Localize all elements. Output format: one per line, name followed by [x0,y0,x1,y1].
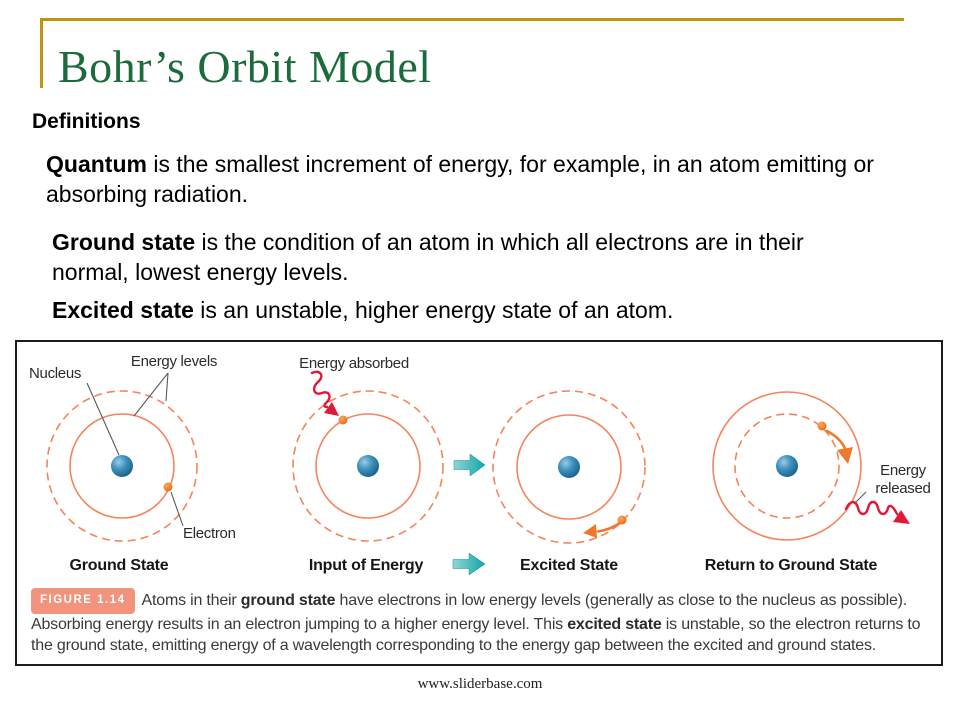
state-caption-ground: Ground State [69,557,169,574]
excited-state-diagram [493,391,645,574]
energy-absorbed-label: Energy absorbed [299,355,409,372]
definition-text-quantum: is the smallest increment of energy, for example, in an atom emitting or absorbing radiation. [46,151,874,207]
figure-caption [31,588,931,657]
energy-levels-label: Energy levels [130,353,218,370]
definition-quantum [46,149,920,209]
caption-bold-excited-state: excited state [567,615,662,633]
electron [818,422,827,431]
electron [618,516,627,525]
ground-state-diagram [29,353,236,574]
electron-pointer-line [171,492,183,526]
definitions-heading: Definitions [32,110,141,133]
nucleus [558,456,580,478]
electron-return-arrowhead-icon [837,447,853,464]
nucleus [111,455,133,477]
definition-excited-state [52,295,922,325]
electron-motion-arrow-icon [598,523,620,532]
caption-text: Atoms in their [141,592,241,609]
state-caption-input: Input of Energy [308,557,424,574]
electron-motion-arrowhead-icon [583,524,597,538]
nucleus [776,455,798,477]
energy-absorbed-arrow-icon [312,372,329,407]
energy-released-label: Energy [880,462,926,479]
flow-arrow-icon [454,454,485,476]
electron-label: Electron [183,525,236,542]
figure-panel [15,340,943,666]
page-title: Bohr’s Orbit Model [58,41,432,92]
definition-term-ground-state: Ground state [52,229,196,255]
footer-watermark: www.sliderbase.com [417,676,543,692]
energy-released-label: released [875,480,931,497]
nucleus-pointer-line [87,383,119,455]
caption-text: have electrons in low energy levels (generally as close to the nucleus as possible). Absorbing energy results in an electron jumping to a higher energy level. This [31,592,908,633]
electron-return-arrow-icon [827,431,846,451]
state-caption-excited: Excited State [520,557,618,574]
definition-term-quantum: Quantum [46,151,147,177]
caption-text: is unstable, so the electron returns to the ground state, emitting energy of a wavelength corresponding to the energy gap between the excited and ground states. [31,615,921,654]
definition-term-excited-state: Excited state [52,297,194,323]
return-to-ground-state-diagram [705,392,931,574]
energy-level-pointer-line [166,373,168,401]
caption-bold-ground-state: ground state [240,592,336,609]
title-top-rule [40,18,904,21]
bohr-model-figure-graphic [17,342,941,582]
title-left-rule [40,18,43,88]
nucleus-label: Nucleus [29,365,82,382]
state-caption-return: Return to Ground State [704,557,878,574]
nucleus [357,455,379,477]
electron [164,483,173,492]
definition-ground-state [52,227,847,287]
electron [339,416,348,425]
energy-released-arrow-icon [846,502,897,514]
figure-badge: FIGURE 1.14 [31,588,135,614]
energy-level-pointer-line [134,373,168,416]
definition-text-ground-state: is the condition of an atom in which all electrons are in their normal, lowest energy levels. [52,229,804,285]
definition-text-excited-state: is an unstable, higher energy state of an atom. [193,297,674,323]
flow-arrow-icon [453,553,485,575]
